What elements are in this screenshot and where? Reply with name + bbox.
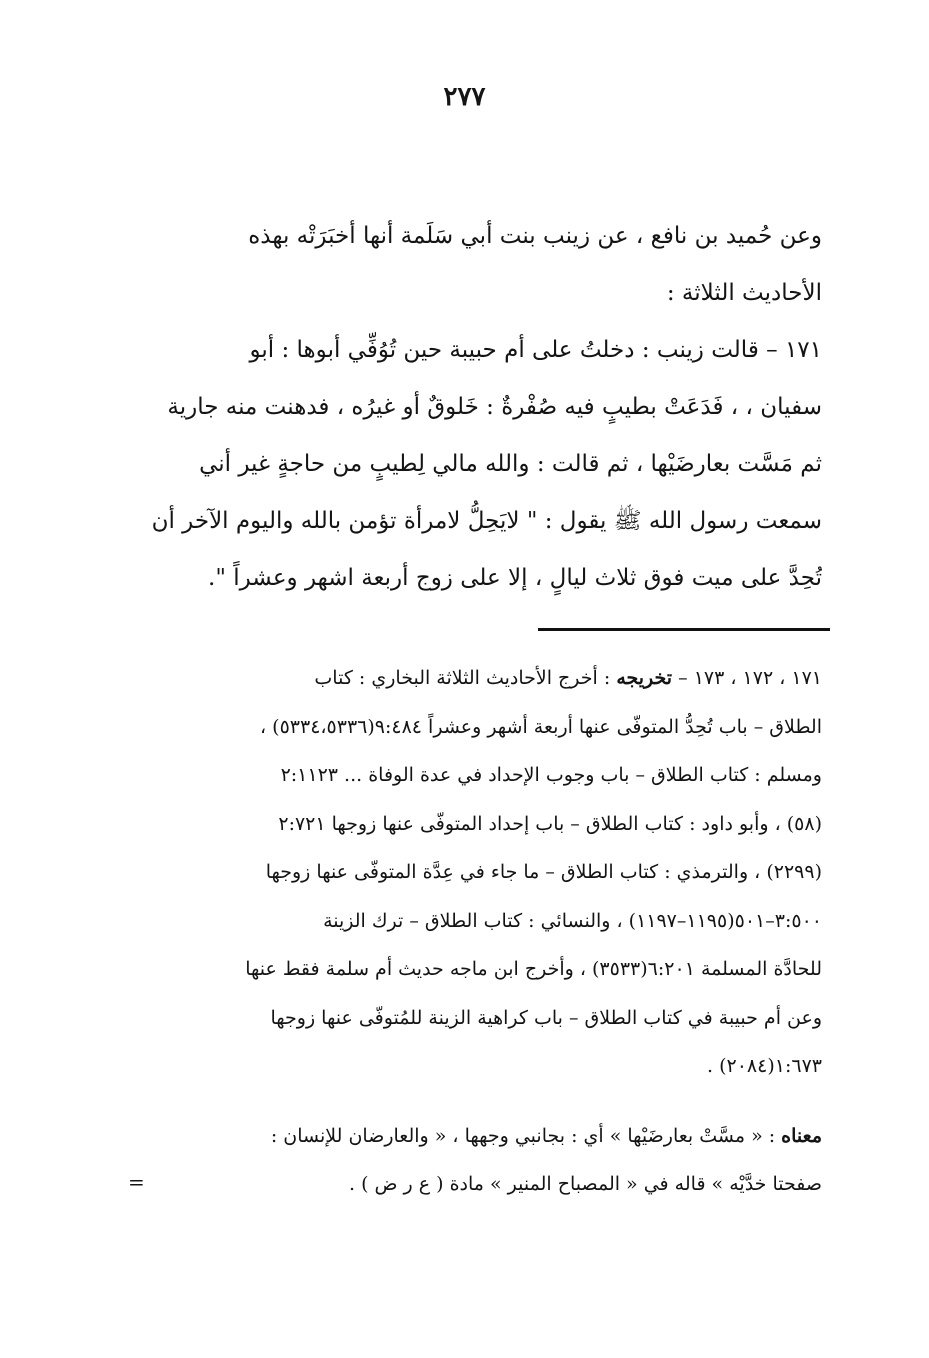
- note-text: : أخرج الأحاديث الثلاثة البخاري : كتاب: [314, 667, 617, 689]
- footnotes: [110, 654, 822, 1091]
- body-line: تُحِدَّ على ميت فوق ثلاث ليالٍ ، إلا على زوج أربعة اشهر وعشراً ".: [208, 565, 822, 591]
- body-line: ثم مَسَّت بعارضَيْها ، ثم قالت : والله مالي لِطيبٍ من حاجةٍ غير أني: [199, 451, 822, 477]
- body-line: سفيان ، ، فَدَعَتْ بطيبٍ فيه صُفْرةٌ : خَلوقٌ أو غيرُه ، فدهنت منه جارية: [167, 394, 822, 420]
- gloss-note: [110, 1112, 822, 1208]
- note-line: [110, 654, 822, 703]
- takhrij-label: تخريجه: [616, 667, 673, 689]
- note-line: (٢٢٩٩) ، والترمذي : كتاب الطلاق – ما جاء في عِدَّة المتوفّى عنها زوجها: [265, 861, 822, 883]
- gloss-line: صفحتا خدَّيْه » قاله في « المصباح المنير » مادة ( ع ر ض ) .: [348, 1173, 822, 1195]
- footnote-divider: [538, 628, 830, 631]
- note-line: وعن أم حبيبة في كتاب الطلاق – باب كراهية الزينة للمُتوفّى عنها زوجها: [270, 1006, 822, 1029]
- body-line: وعن حُميد بن نافع ، عن زينب بنت أبي سَلَمة أنها أخبَرَتْه بهذه: [248, 223, 822, 249]
- note-line: للحادَّة المسلمة ٦:٢٠١(٣٥٣٣) ، وأخرج ابن ماجه حديث أم سلمة فقط عنها: [245, 958, 822, 980]
- note-line: (٥٨) ، وأبو داود : كتاب الطلاق – باب إحداد المتوفّى عنها زوجها ٢:٧٢١: [278, 812, 822, 835]
- note-hadith-numbers: ١٧١ ، ١٧٢ ، ١٧٣ –: [672, 667, 822, 689]
- gloss-label: معناه: [781, 1125, 822, 1147]
- body-line: ١٧١ – قالت زينب : دخلتُ على أم حبيبة حين تُوُفِّي أبوها : أبو: [249, 337, 822, 363]
- continuation-mark: =: [128, 1170, 145, 1194]
- body-line: الأحاديث الثلاثة :: [666, 280, 822, 306]
- note-line: ٣:٥٠٠–٥٠١(١١٩٥–١١٩٧) ، والنسائي : كتاب الطلاق – ترك الزينة: [323, 909, 822, 932]
- body-line: سمعت رسول الله ﷺ يقول : " لايَحِلُّ لامرأة تؤمن بالله واليوم الآخر أن: [151, 508, 822, 534]
- main-text: [110, 208, 822, 607]
- page-number: ٢٧٧: [443, 82, 486, 112]
- gloss-text: : « مسَّتْ بعارضَيْها » أي : بجانبي وجهها ، « والعارضان للإنسان :: [270, 1125, 782, 1147]
- note-line: ومسلم : كتاب الطلاق – باب وجوب الإحداد في عدة الوفاة ... ٢:١١٢٣: [280, 764, 822, 786]
- gloss-line: [110, 1112, 822, 1160]
- note-line: الطلاق – باب تُحِدُّ المتوفّى عنها أربعة أشهر وعشراً ٩:٤٨٤(٥٣٣٤،٥٣٣٦) ،: [259, 715, 822, 738]
- note-line: ١:٦٧٣(٢٠٨٤) .: [707, 1055, 822, 1077]
